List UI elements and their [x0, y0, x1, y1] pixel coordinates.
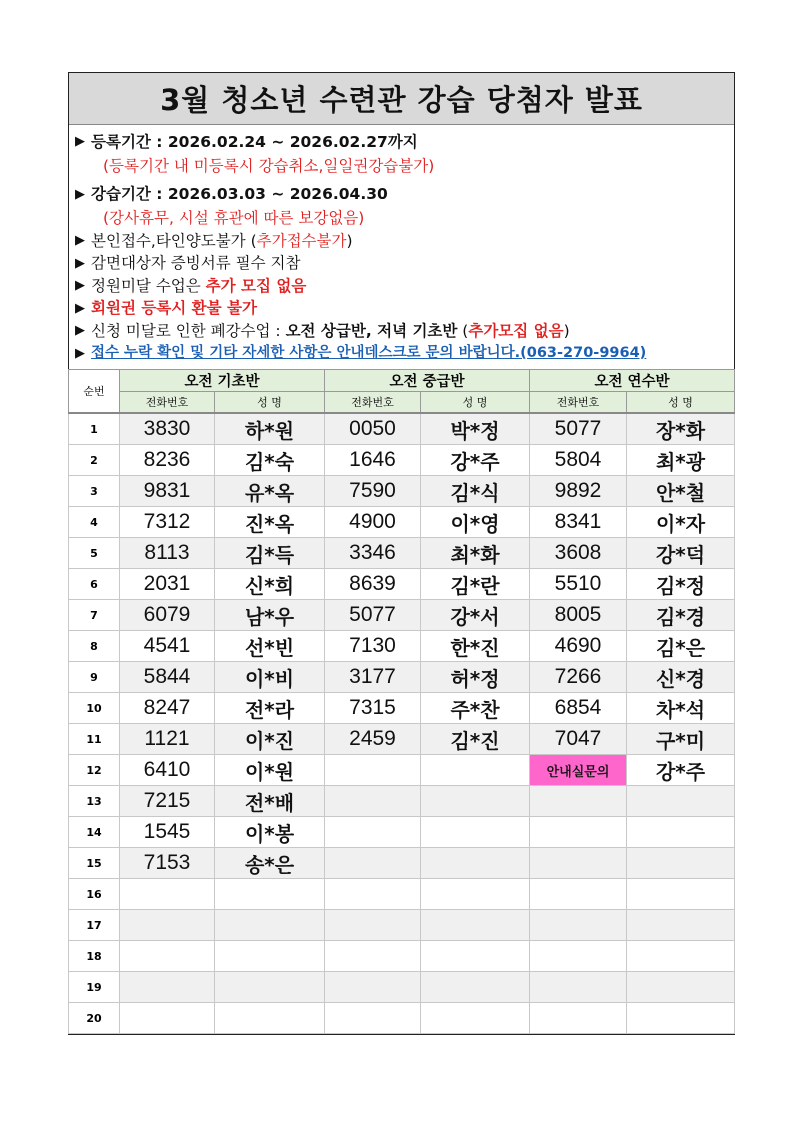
- phone-cell: 4900: [325, 507, 421, 538]
- phone-cell: [530, 848, 627, 879]
- row-number: 9: [69, 662, 120, 693]
- name-cell: [627, 972, 735, 1003]
- row-number: 11: [69, 724, 120, 755]
- triangle-bullet-icon: ▶: [75, 233, 85, 249]
- notice-text: 등록기간 : 2026.02.24 ~ 2026.02.27까지: [91, 132, 418, 151]
- phone-cell: [325, 941, 421, 972]
- phone-cell: [325, 972, 421, 1003]
- phone-cell: 9831: [120, 476, 215, 507]
- phone-cell: 8341: [530, 507, 627, 538]
- notice-refund: [75, 298, 734, 321]
- name-cell: 진*옥: [215, 507, 325, 538]
- notice-period-sub: [75, 208, 734, 231]
- name-cell: [421, 879, 530, 910]
- notice-period: [75, 182, 734, 208]
- row-number: 3: [69, 476, 120, 507]
- table-row: [69, 569, 735, 600]
- name-cell: 강*주: [627, 755, 735, 786]
- col-header-phone: 전화번호: [530, 392, 627, 414]
- row-number: 20: [69, 1003, 120, 1034]
- notice-highlight: 추가접수불가: [256, 231, 347, 250]
- winners-table: [68, 369, 735, 1034]
- name-cell: 주*찬: [421, 693, 530, 724]
- table-row: [69, 476, 735, 507]
- table-row: [69, 941, 735, 972]
- notice-registration-sub: [75, 155, 734, 178]
- name-cell: 전*라: [215, 693, 325, 724]
- table-row: [69, 724, 735, 755]
- name-cell: 신*희: [215, 569, 325, 600]
- group-header: 오전 중급반: [325, 370, 530, 392]
- phone-cell: [530, 879, 627, 910]
- row-number: 4: [69, 507, 120, 538]
- phone-cell: 3346: [325, 538, 421, 569]
- notice-text: 정원미달 수업은: [91, 276, 206, 295]
- table-row: [69, 507, 735, 538]
- phone-cell: 4690: [530, 631, 627, 662]
- group-header: 오전 연수반: [530, 370, 735, 392]
- notice-text: (등록기간 내 미등록시 강습취소,일일권강습불가): [103, 156, 435, 175]
- col-header-number: 순번: [69, 370, 120, 414]
- phone-cell: 7590: [325, 476, 421, 507]
- phone-cell: 5510: [530, 569, 627, 600]
- phone-cell: 8005: [530, 600, 627, 631]
- name-cell: 이*영: [421, 507, 530, 538]
- page-title: 3월 청소년 수련관 강습 당첨자 발표: [69, 73, 734, 125]
- phone-cell: [530, 972, 627, 1003]
- table-row: [69, 786, 735, 817]
- name-cell: 김*득: [215, 538, 325, 569]
- phone-cell: [120, 972, 215, 1003]
- notice-bold: 오전 상급반, 저녁 기초반: [285, 321, 458, 340]
- phone-cell: 5804: [530, 445, 627, 476]
- table-row: [69, 972, 735, 1003]
- phone-cell: 1121: [120, 724, 215, 755]
- notice-self: [75, 230, 734, 253]
- name-cell: [215, 910, 325, 941]
- notice-text: 감면대상자 증빙서류 필수 지참: [91, 254, 301, 273]
- row-number: 5: [69, 538, 120, 569]
- table-row: [69, 538, 735, 569]
- phone-cell: 8639: [325, 569, 421, 600]
- row-number: 19: [69, 972, 120, 1003]
- table-row: [69, 413, 735, 445]
- name-cell: [421, 910, 530, 941]
- notice-contact-text: 접수 누락 확인 및 기타 자세한 사항은 안내데스크로 문의 바랍니다.(063-270-9964): [91, 345, 647, 362]
- col-header-name: 성 명: [627, 392, 735, 414]
- row-number: 18: [69, 941, 120, 972]
- row-number: 10: [69, 693, 120, 724]
- announcement-sheet: [68, 72, 735, 1035]
- phone-cell: [120, 941, 215, 972]
- col-header-name: 성 명: [215, 392, 325, 414]
- row-number: 17: [69, 910, 120, 941]
- col-header-name: 성 명: [421, 392, 530, 414]
- name-cell: 허*정: [421, 662, 530, 693]
- notice-closed: [75, 320, 734, 343]
- name-cell: [421, 817, 530, 848]
- name-cell: [627, 817, 735, 848]
- name-cell: [421, 972, 530, 1003]
- name-cell: 김*란: [421, 569, 530, 600]
- phone-cell: [530, 1003, 627, 1034]
- triangle-bullet-icon: ▶: [75, 134, 85, 150]
- name-cell: 선*빈: [215, 631, 325, 662]
- notice-text: 신청 미달로 인한 폐강수업 :: [91, 321, 286, 340]
- phone-cell: 3177: [325, 662, 421, 693]
- phone-cell: [120, 1003, 215, 1034]
- name-cell: 이*원: [215, 755, 325, 786]
- phone-cell: 9892: [530, 476, 627, 507]
- phone-cell: 7312: [120, 507, 215, 538]
- name-cell: 김*은: [627, 631, 735, 662]
- notice-text: ): [346, 231, 353, 250]
- name-cell: 이*진: [215, 724, 325, 755]
- name-cell: [627, 848, 735, 879]
- table-row: [69, 445, 735, 476]
- row-number: 12: [69, 755, 120, 786]
- notice-highlight: 추가모집 없음: [468, 321, 564, 340]
- name-cell: [421, 755, 530, 786]
- name-cell: 박*정: [421, 413, 530, 445]
- name-cell: 전*배: [215, 786, 325, 817]
- phone-cell: [325, 1003, 421, 1034]
- triangle-bullet-icon: ▶: [75, 255, 85, 271]
- notice-section: [69, 125, 734, 369]
- phone-cell: 3608: [530, 538, 627, 569]
- phone-cell: 7047: [530, 724, 627, 755]
- triangle-bullet-icon: ▶: [75, 278, 85, 294]
- phone-cell: 2031: [120, 569, 215, 600]
- col-header-phone: 전화번호: [325, 392, 421, 414]
- row-number: 1: [69, 413, 120, 445]
- notice-documents: [75, 253, 734, 276]
- name-cell: [215, 1003, 325, 1034]
- table-row: [69, 817, 735, 848]
- phone-cell: 안내실문의: [530, 755, 627, 786]
- phone-cell: 5077: [325, 600, 421, 631]
- table-row: [69, 879, 735, 910]
- name-cell: 구*미: [627, 724, 735, 755]
- table-row: [69, 755, 735, 786]
- table-row: [69, 662, 735, 693]
- name-cell: 이*봉: [215, 817, 325, 848]
- phone-cell: 7130: [325, 631, 421, 662]
- name-cell: 남*우: [215, 600, 325, 631]
- phone-cell: [325, 910, 421, 941]
- name-cell: [421, 786, 530, 817]
- name-cell: 안*철: [627, 476, 735, 507]
- notice-highlight: 회원권 등록시 환불 불가: [91, 299, 257, 318]
- triangle-bullet-icon: ▶: [75, 186, 85, 202]
- phone-cell: 4541: [120, 631, 215, 662]
- name-cell: 최*광: [627, 445, 735, 476]
- phone-cell: 0050: [325, 413, 421, 445]
- phone-cell: [120, 879, 215, 910]
- row-number: 15: [69, 848, 120, 879]
- name-cell: 한*진: [421, 631, 530, 662]
- name-cell: [627, 786, 735, 817]
- name-cell: 강*주: [421, 445, 530, 476]
- name-cell: 하*원: [215, 413, 325, 445]
- phone-cell: [530, 941, 627, 972]
- phone-cell: [325, 879, 421, 910]
- phone-cell: 6079: [120, 600, 215, 631]
- phone-cell: 8247: [120, 693, 215, 724]
- table-row: [69, 848, 735, 879]
- phone-cell: [530, 910, 627, 941]
- name-cell: 김*숙: [215, 445, 325, 476]
- name-cell: 김*정: [627, 569, 735, 600]
- col-header-phone: 전화번호: [120, 392, 215, 414]
- name-cell: [421, 1003, 530, 1034]
- name-cell: [215, 879, 325, 910]
- name-cell: [627, 910, 735, 941]
- name-cell: 차*석: [627, 693, 735, 724]
- notice-text: ): [563, 321, 570, 340]
- notice-registration: [75, 129, 734, 155]
- phone-cell: 1545: [120, 817, 215, 848]
- phone-cell: 6410: [120, 755, 215, 786]
- phone-cell: 1646: [325, 445, 421, 476]
- notice-text: (강사휴무, 시설 휴관에 따른 보강없음): [103, 209, 365, 228]
- name-cell: [627, 1003, 735, 1034]
- table-row: [69, 600, 735, 631]
- name-cell: 강*서: [421, 600, 530, 631]
- row-number: 7: [69, 600, 120, 631]
- name-cell: [215, 941, 325, 972]
- phone-cell: [530, 786, 627, 817]
- notice-text: (: [457, 321, 469, 340]
- name-cell: [627, 879, 735, 910]
- phone-cell: 7153: [120, 848, 215, 879]
- notice-contact: [75, 343, 734, 366]
- phone-cell: 2459: [325, 724, 421, 755]
- group-header: 오전 기초반: [120, 370, 325, 392]
- phone-cell: 7266: [530, 662, 627, 693]
- table-body: [69, 413, 735, 1034]
- name-cell: [215, 972, 325, 1003]
- name-cell: 이*비: [215, 662, 325, 693]
- name-cell: 송*은: [215, 848, 325, 879]
- table-row: [69, 1003, 735, 1034]
- name-cell: [421, 941, 530, 972]
- phone-cell: 5077: [530, 413, 627, 445]
- phone-cell: 3830: [120, 413, 215, 445]
- phone-cell: 8113: [120, 538, 215, 569]
- name-cell: 이*자: [627, 507, 735, 538]
- name-cell: 최*화: [421, 538, 530, 569]
- name-cell: 김*식: [421, 476, 530, 507]
- phone-cell: [530, 817, 627, 848]
- name-cell: 장*화: [627, 413, 735, 445]
- notice-text: 본인접수,타인양도불가 (: [91, 231, 257, 250]
- name-cell: 강*덕: [627, 538, 735, 569]
- phone-cell: [325, 786, 421, 817]
- table-row: [69, 693, 735, 724]
- name-cell: [421, 848, 530, 879]
- row-number: 16: [69, 879, 120, 910]
- row-number: 6: [69, 569, 120, 600]
- phone-cell: 7215: [120, 786, 215, 817]
- name-cell: 유*옥: [215, 476, 325, 507]
- notice-highlight: 추가 모집 없음: [205, 276, 307, 295]
- name-cell: 김*경: [627, 600, 735, 631]
- notice-text: 강습기간 : 2026.03.03 ~ 2026.04.30: [91, 185, 388, 204]
- phone-cell: 5844: [120, 662, 215, 693]
- row-number: 13: [69, 786, 120, 817]
- phone-cell: [120, 910, 215, 941]
- row-number: 8: [69, 631, 120, 662]
- table-row: [69, 910, 735, 941]
- phone-cell: 7315: [325, 693, 421, 724]
- table-row: [69, 631, 735, 662]
- triangle-bullet-icon: ▶: [75, 300, 85, 316]
- name-cell: 김*진: [421, 724, 530, 755]
- row-number: 2: [69, 445, 120, 476]
- name-cell: 신*경: [627, 662, 735, 693]
- phone-cell: 8236: [120, 445, 215, 476]
- name-cell: [627, 941, 735, 972]
- phone-cell: 6854: [530, 693, 627, 724]
- triangle-bullet-icon: ▶: [75, 345, 85, 361]
- notice-minimum: [75, 275, 734, 298]
- phone-cell: [325, 817, 421, 848]
- phone-cell: [325, 755, 421, 786]
- triangle-bullet-icon: ▶: [75, 323, 85, 339]
- phone-cell: [325, 848, 421, 879]
- row-number: 14: [69, 817, 120, 848]
